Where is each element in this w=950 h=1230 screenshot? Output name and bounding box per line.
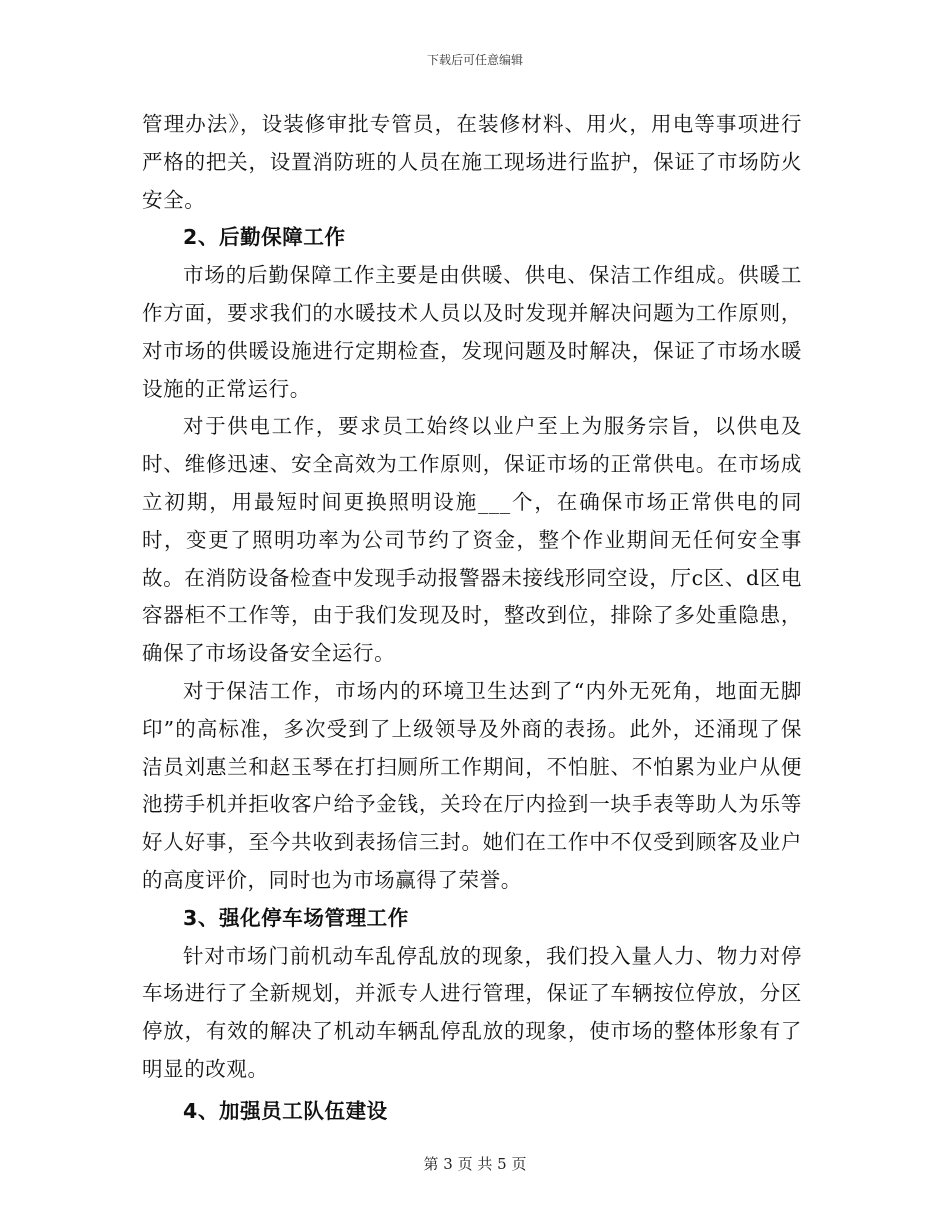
- paragraph-continuation: 管理办法》，设装修审批专管员，在装修材料、用火，用电等事项进行严格的把关，设置消防班的人员在施工现场进行监护，保证了市场防火安全。: [142, 112, 802, 212]
- section-heading-4: 4、加强员工队伍建设: [183, 1098, 388, 1123]
- page-header: 下载后可任意编辑: [426, 53, 523, 67]
- section-heading-2: 2、后勤保障工作: [183, 225, 346, 250]
- paragraph-cleaning: 对于保洁工作，市场内的环境卫生达到了“内外无死角，地面无脚印”的高标准，多次受到了上级领导及外商的表扬。此外，还涌现了保洁员刘惠兰和赵玉琴在打扫厕所工作期间，不怕脏、不怕累为业户从便池捞手机并拒收客户给予金钱，关玲在厅内捡到一块手表等助人为乐等好人好事，至今共收到表扬信三封。她们在工作中不仅受到顾客及业户的高度评价，同时也为市场赢得了荣誉。: [142, 678, 802, 892]
- paragraph-power-supply: 对于供电工作，要求员工始终以业户至上为服务宗旨，以供电及时、维修迅速、安全高效为工作原则，保证市场的正常供电。在市场成立初期，用最短时间更换照明设施___个，在确保市场正常供电的同时，变更了照明功率为公司节约了资金，整个作业期间无任何安全事故。在消防设备检查中发现手动报警器未接线形同空设，厅c区、d区电容器柜不工作等，由于我们发现及时，整改到位，排除了多处重隐患，确保了市场设备安全运行。: [142, 414, 802, 666]
- document-body: [142, 106, 802, 1131]
- paragraph-logistics: 市场的后勤保障工作主要是由供暖、供电、保洁工作组成。供暖工作方面，要求我们的水暖技术人员以及时发现并解决问题为工作原则，对市场的供暖设施进行定期检查，发现问题及时解决，保证了市场水暖设施的正常运行。: [142, 263, 802, 401]
- section-heading-3: 3、强化停车场管理工作: [183, 905, 409, 930]
- paragraph-parking: 针对市场门前机动车乱停乱放的现象，我们投入量人力、物力对停车场进行了全新规划，并派专人进行管理，保证了车辆按位停放，分区停放，有效的解决了机动车辆乱停乱放的现象，使市场的整体形象有了明显的改观。: [142, 943, 802, 1081]
- page-footer: 第 3 页 共 5 页: [423, 1155, 527, 1173]
